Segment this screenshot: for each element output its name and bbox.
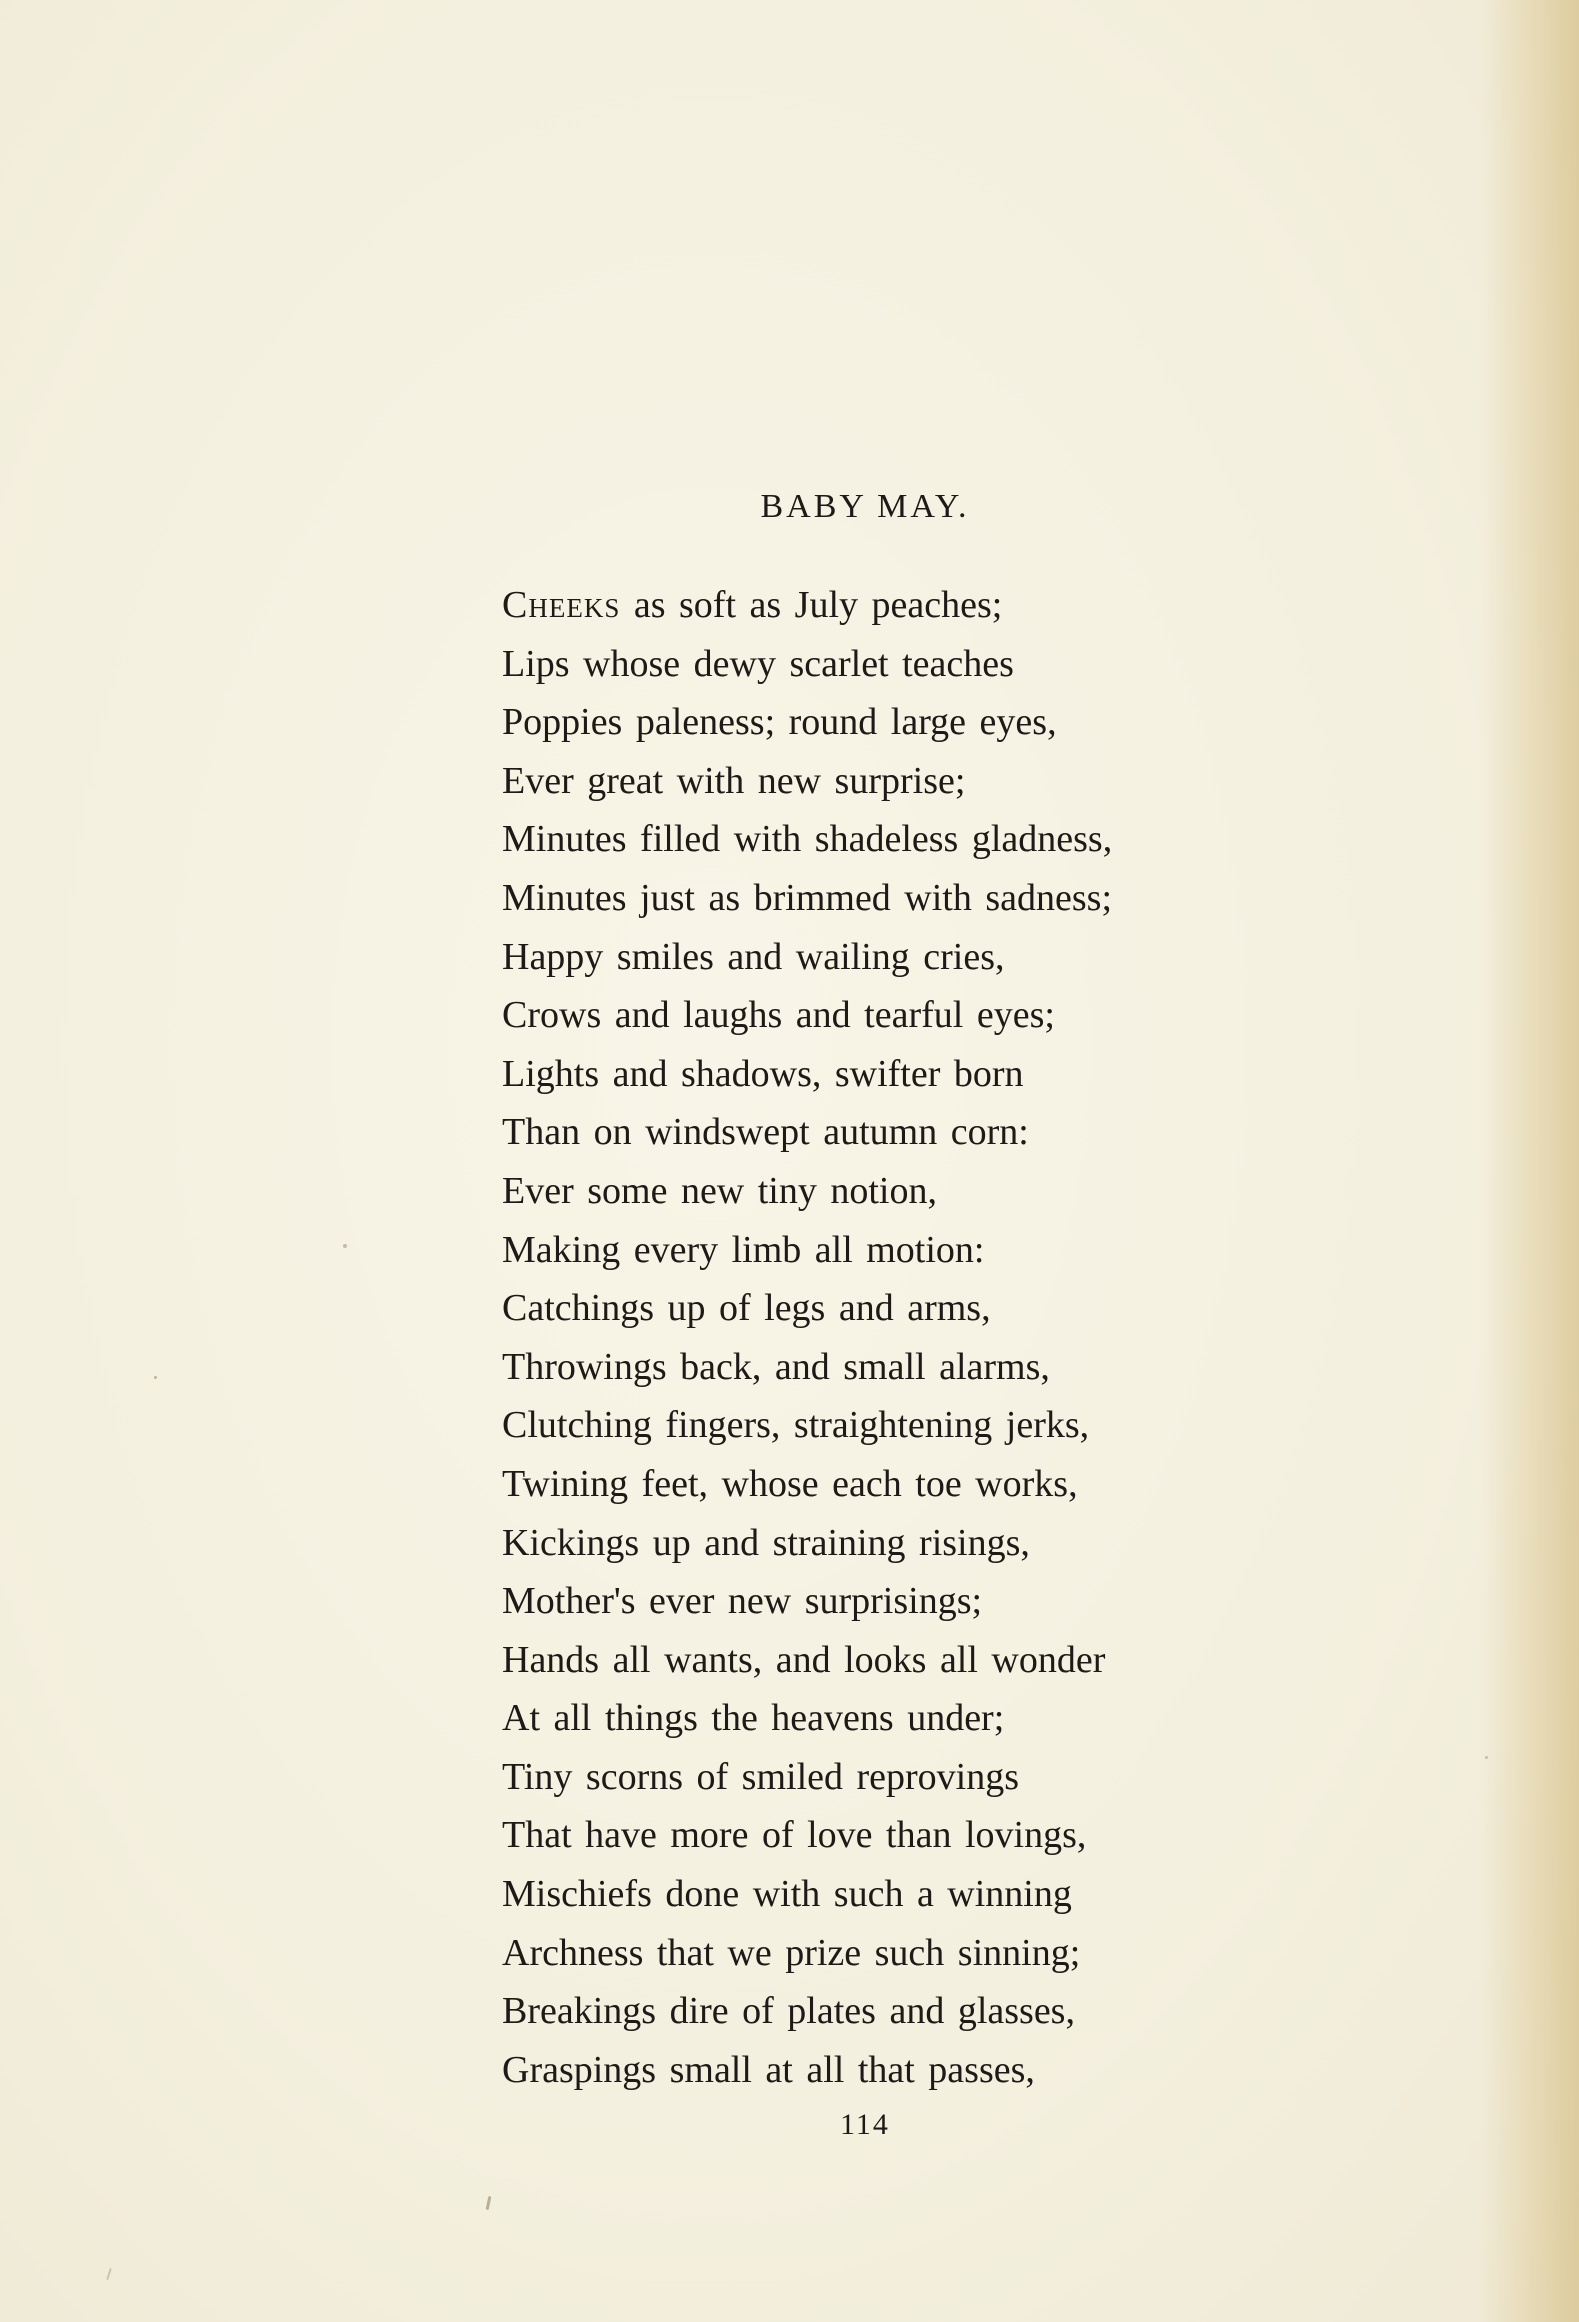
poem-line: Clutching fingers, straightening jerks, — [502, 1404, 1090, 1447]
poem-line: Minutes filled with shadeless gladness, — [502, 818, 1113, 861]
poem-line: Graspings small at all that passes, — [502, 2048, 1035, 2091]
paper-speck — [154, 1376, 157, 1379]
poem-line: Archness that we prize such sinning; — [502, 1931, 1081, 1974]
poem-line: Kickings up and straining risings, — [502, 1521, 1030, 1564]
poem-line: Tiny scorns of smiled reprovings — [502, 1755, 1020, 1798]
paper-speck — [1485, 1756, 1488, 1759]
poem-body — [502, 576, 1112, 2099]
poem-line: Than on windswept autumn corn: — [502, 1111, 1029, 1154]
poem-line: Lips whose dewy scarlet teaches — [502, 642, 1014, 685]
poem-line: Happy smiles and wailing cries, — [502, 935, 1005, 978]
poem-line: Twining feet, whose each toe works, — [502, 1462, 1078, 1505]
paper-speck — [343, 1244, 347, 1248]
paper-speck — [486, 2196, 492, 2210]
poem-line — [502, 576, 1112, 635]
paper-speck — [106, 2268, 112, 2280]
poem-line: Mother's ever new surprisings; — [502, 1580, 983, 1623]
poem-title: BABY MAY. — [760, 488, 970, 525]
poem-first-line-rest: as soft as July peaches; — [620, 584, 1003, 626]
poem-line: Crows and laughs and tearful eyes; — [502, 994, 1055, 1037]
poem-line: Mischiefs done with such a winning — [502, 1873, 1072, 1916]
poem-line: Minutes just as brimmed with sadness; — [502, 876, 1113, 919]
poem-line: That have more of love than lovings, — [502, 1814, 1087, 1857]
poem-line: At all things the heavens under; — [502, 1697, 1005, 1740]
page-number: 114 — [840, 2108, 890, 2141]
poem-line: Hands all wants, and looks all wonder — [502, 1638, 1106, 1681]
poem-line: Ever some new tiny notion, — [502, 1169, 937, 1212]
poem-line: Poppies paleness; round large eyes, — [502, 701, 1057, 744]
poem-line: Breakings dire of plates and glasses, — [502, 1990, 1075, 2033]
poem-line: Making every limb all motion: — [502, 1228, 985, 1271]
poem-line: Throwings back, and small alarms, — [502, 1345, 1050, 1388]
poem-line: Catchings up of legs and arms, — [502, 1287, 991, 1330]
poem-first-word: Cheeks — [502, 584, 621, 626]
poem-line: Ever great with new surprise; — [502, 759, 966, 802]
poem-line: Lights and shadows, swifter born — [502, 1052, 1024, 1095]
